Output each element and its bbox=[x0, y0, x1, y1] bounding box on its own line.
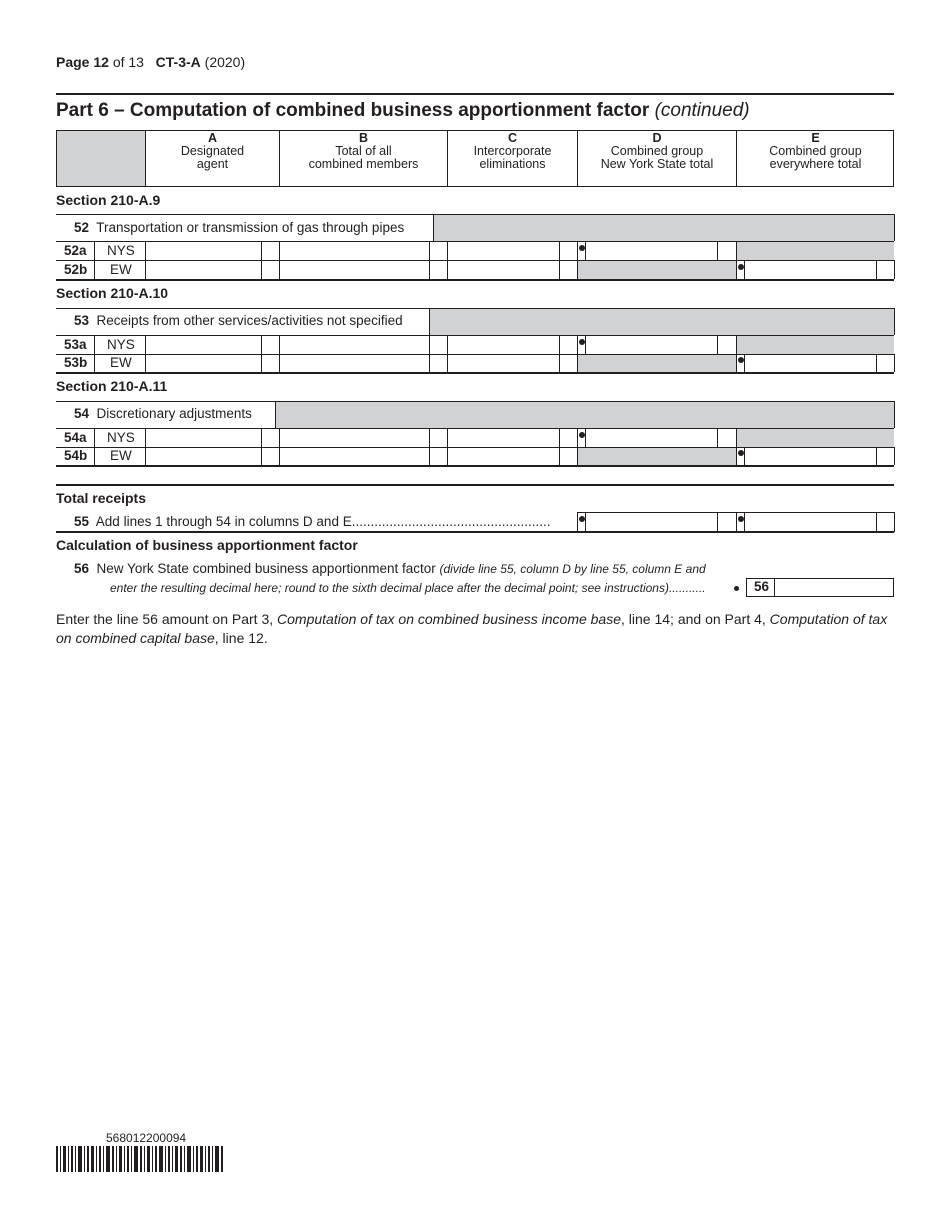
column-d-header: D Combined group New York State total bbox=[600, 131, 714, 171]
input-52a-d[interactable] bbox=[583, 242, 717, 260]
input-55-d[interactable] bbox=[586, 513, 717, 531]
input-53a-d[interactable] bbox=[583, 336, 717, 354]
input-54b-c[interactable] bbox=[448, 448, 559, 465]
bullet-icon bbox=[734, 586, 739, 591]
input-52b-c[interactable] bbox=[448, 261, 559, 279]
page-number: 12 bbox=[93, 54, 109, 70]
line-54a-num: 54a bbox=[64, 430, 87, 445]
input-53b-c[interactable] bbox=[448, 355, 559, 372]
line-52-text: 52 Transportation or transmission of gas through pipes bbox=[74, 220, 405, 235]
section-title-210-a-11: Section 210-A.11 bbox=[56, 378, 168, 394]
line-54b-num: 54b bbox=[64, 448, 88, 463]
input-54a-d[interactable] bbox=[583, 429, 717, 447]
section-title-210-a-10: Section 210-A.10 bbox=[56, 285, 169, 301]
input-53b-e[interactable] bbox=[742, 355, 876, 372]
column-a-header: A Designated agent bbox=[180, 131, 245, 171]
page-label: Page bbox=[56, 54, 90, 70]
barcode-image bbox=[56, 1146, 225, 1172]
input-54b-b[interactable] bbox=[280, 448, 429, 465]
input-53b-b[interactable] bbox=[280, 355, 429, 372]
input-55-e[interactable] bbox=[745, 513, 876, 531]
line-53b-num: 53b bbox=[64, 355, 88, 370]
line-56-box-label: 56 bbox=[754, 579, 770, 594]
line-54b-label: EW bbox=[110, 448, 132, 463]
line-53-text: 53 Receipts from other services/activities not specified bbox=[74, 313, 403, 328]
form-year: (2020) bbox=[204, 54, 246, 70]
line-53a-label: NYS bbox=[107, 337, 135, 352]
total-receipts-title: Total receipts bbox=[56, 490, 146, 506]
input-52b-b[interactable] bbox=[280, 261, 429, 279]
form-id: CT-3-A bbox=[155, 54, 201, 70]
line-52a-label: NYS bbox=[107, 243, 135, 258]
part-continued: (continued) bbox=[654, 100, 750, 121]
line-54a-label: NYS bbox=[107, 430, 135, 445]
column-b-header: B Total of all combined members bbox=[308, 131, 419, 171]
section-title-210-a-9: Section 210-A.9 bbox=[56, 192, 161, 208]
input-53b-a[interactable] bbox=[146, 355, 261, 372]
input-52a-b[interactable] bbox=[280, 242, 429, 260]
line-53a-num: 53a bbox=[64, 337, 87, 352]
line-56-instructions: enter the resulting decimal here; round to the sixth decimal place after the decimal point; see instructions)........... bbox=[110, 581, 706, 595]
instructions-paragraph: Enter the line 56 amount on Part 3, Computation of tax on combined business income base, line 14; and on Part 4, Computation of tax on combined capital base, line 12. bbox=[56, 611, 888, 646]
page-header bbox=[56, 54, 245, 70]
part-title: Part 6 – Computation of combined business apportionment factor (continued) bbox=[56, 100, 750, 121]
input-53a-c[interactable] bbox=[448, 336, 559, 354]
input-54b-e[interactable] bbox=[742, 448, 876, 465]
line-52a-num: 52a bbox=[64, 243, 87, 258]
input-53a-b[interactable] bbox=[280, 336, 429, 354]
input-52b-e[interactable] bbox=[742, 261, 876, 279]
input-54a-c[interactable] bbox=[448, 429, 559, 447]
page-total: of 13 bbox=[112, 54, 144, 70]
line-54-text: 54 Discretionary adjustments bbox=[74, 406, 252, 421]
line-55-text: 55 Add lines 1 through 54 in columns D and E..................................................... bbox=[74, 514, 551, 529]
line-52b-label: EW bbox=[110, 262, 132, 277]
line-56-text: 56 New York State combined business apportionment factor (divide line 55, column D by line 55, column E and bbox=[74, 561, 706, 576]
input-53a-a[interactable] bbox=[146, 336, 261, 354]
input-56[interactable] bbox=[775, 579, 893, 596]
line-52b-num: 52b bbox=[64, 262, 88, 277]
input-54a-a[interactable] bbox=[146, 429, 261, 447]
input-54b-a[interactable] bbox=[146, 448, 261, 465]
input-54a-b[interactable] bbox=[280, 429, 429, 447]
column-c-header: C Intercorporate eliminations bbox=[473, 131, 552, 171]
input-52a-c[interactable] bbox=[448, 242, 559, 260]
column-e-header: E Combined group everywhere total bbox=[769, 131, 862, 171]
line-53b-label: EW bbox=[110, 355, 132, 370]
bullet-icon bbox=[579, 516, 585, 522]
input-52a-a[interactable] bbox=[146, 242, 261, 260]
bullet-icon bbox=[738, 516, 744, 522]
input-52b-a[interactable] bbox=[146, 261, 261, 279]
calc-title: Calculation of business apportionment factor bbox=[56, 537, 358, 553]
barcode-number: 568012200094 bbox=[106, 1131, 187, 1145]
